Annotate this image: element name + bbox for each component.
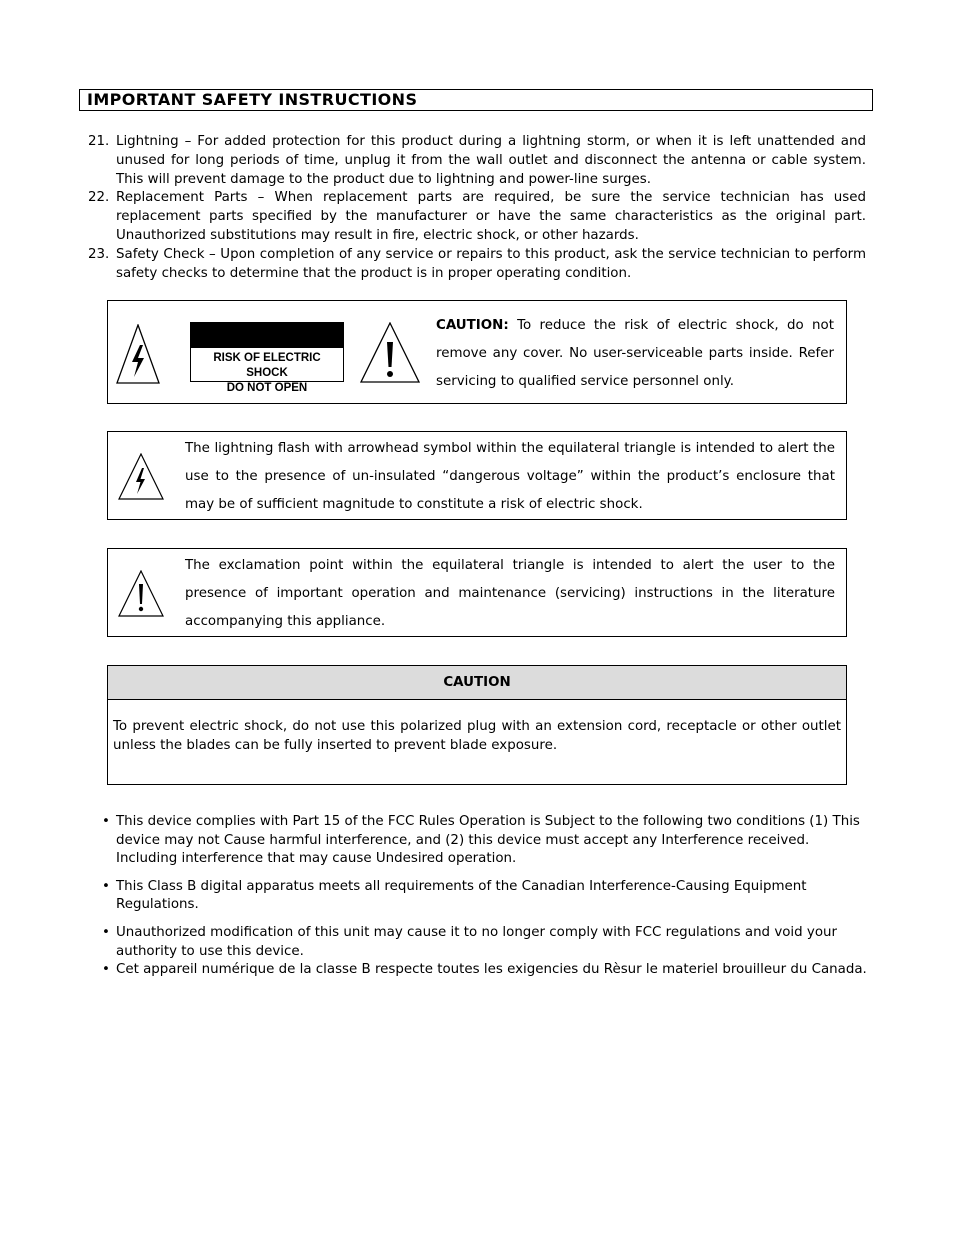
list-item-text: This Class B digital apparatus meets all requirements of the Canadian Interference-Causing Equipment Regulations. xyxy=(116,878,807,913)
lightning-triangle-icon xyxy=(118,453,164,500)
bullet-glyph: • xyxy=(102,878,110,894)
instruction-text: Safety Check – Upon completion of any service or repairs to this product, ask the service technician to perform safety checks to determine that the product is in proper operating condition. xyxy=(116,246,866,281)
numbered-instructions xyxy=(80,133,866,283)
list-item-text: This device complies with Part 15 of the FCC Rules Operation is Subject to the following two conditions (1) This device may not Cause harmful interference, and (2) this device must accept any Interference received. Including interference that may cause Undesired operation. xyxy=(116,814,860,867)
section-title: IMPORTANT SAFETY INSTRUCTIONS xyxy=(87,90,418,109)
exclamation-explanation-box xyxy=(107,548,847,637)
label-line-2: DO NOT OPEN xyxy=(226,382,308,394)
list-item-text: Unauthorized modification of this unit may cause it to no longer comply with FCC regulations and void your authority to use this device. xyxy=(116,924,838,959)
label-black-bar xyxy=(191,323,343,348)
lightning-triangle-icon xyxy=(116,324,160,384)
label-line-1: RISK OF ELECTRIC SHOCK xyxy=(213,352,321,379)
lightning-explanation-box xyxy=(107,431,847,520)
instruction-item xyxy=(80,246,866,284)
plug-caution-title: CAUTION xyxy=(108,666,846,700)
caution-paragraph xyxy=(436,312,834,396)
shock-warning-label xyxy=(190,322,344,394)
list-item xyxy=(100,878,870,915)
caution-symbols-box xyxy=(107,300,847,404)
instruction-number: 21. xyxy=(88,134,110,149)
list-item xyxy=(100,924,870,961)
caution-text: To reduce the risk of electric shock, do not remove any cover. No user-serviceable parts inside. Refer servicing to qualified service personnel only. xyxy=(436,318,834,389)
instruction-item xyxy=(80,189,866,245)
section-header xyxy=(79,89,873,111)
list-item xyxy=(100,813,870,869)
exclamation-triangle-icon xyxy=(360,322,420,383)
bullet-glyph: • xyxy=(102,962,110,978)
instruction-text: Replacement Parts – When replacement parts are required, be sure the service technician has used replacement parts specified by the manufacturer or have the same characteristics as the original part. Unauthorized substitutions may result in fire, electric shock, or other hazards. xyxy=(116,190,866,243)
instruction-number: 23. xyxy=(88,246,110,262)
instruction-text: Lightning – For added protection for this product during a lightning storm, or when it is left unattended and unused for long periods of time, unplug it from the wall outlet and disconnect the antenna or cable system. This will prevent damage to the product due to lightning and power-line surges. xyxy=(116,134,866,187)
bullet-glyph: • xyxy=(102,924,110,940)
list-item-text: Cet appareil numérique de la classe B respecte toutes les exigencies du Rèsur le materiel brouilleur du Canada. xyxy=(116,962,867,978)
exclamation-triangle-icon xyxy=(118,570,164,617)
caution-word: CAUTION: xyxy=(436,318,509,333)
instruction-number: 22. xyxy=(88,190,110,206)
plug-caution-box xyxy=(107,665,847,785)
exclamation-explanation-text: The exclamation point within the equilateral triangle is intended to alert the user to the presence of important operation and maintenance (servicing) instructions in the literature accompanying this appliance. xyxy=(185,558,835,629)
lightning-explanation-text: The lightning flash with arrowhead symbol within the equilateral triangle is intended to alert the use to the presence of un-insulated “dangerous voltage” within the product’s enclosure that may be of sufficient magnitude to constitute a risk of electric shock. xyxy=(185,441,835,512)
instruction-item xyxy=(80,133,866,189)
plug-caution-text: To prevent electric shock, do not use this polarized plug with an extension cord, receptacle or other outlet unless the blades can be fully inserted to prevent blade exposure. xyxy=(113,719,841,753)
bullet-glyph: • xyxy=(102,814,110,829)
list-item xyxy=(100,961,870,980)
compliance-list xyxy=(100,813,870,980)
